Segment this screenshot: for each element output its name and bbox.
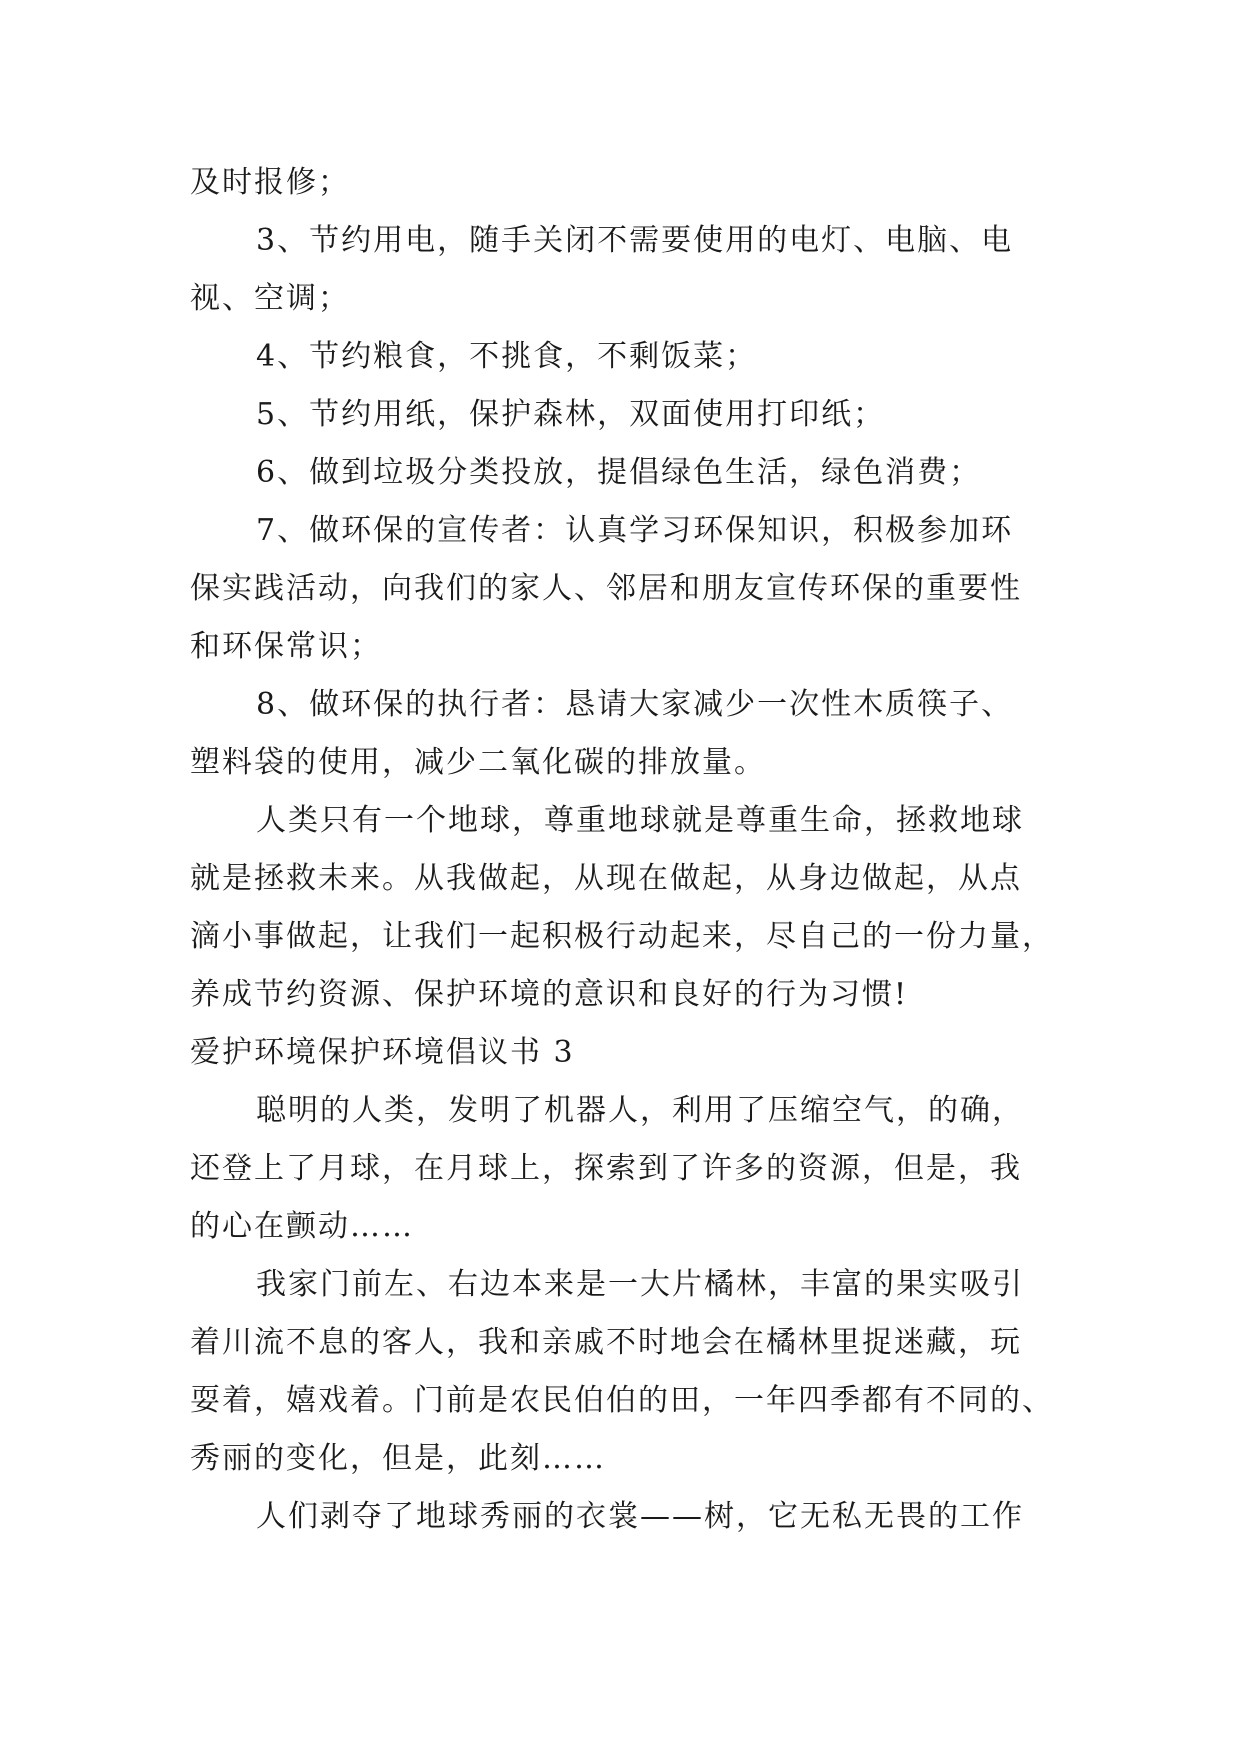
text-line: 人们剥夺了地球秀丽的衣裳——树，它无私无畏的工作 (256, 1499, 1024, 1534)
text-line: 还登上了月球，在月球上，探索到了许多的资源，但是，我 (190, 1151, 1022, 1186)
text-line: 7、做环保的宣传者：认真学习环保知识，积极参加环 (256, 513, 1014, 548)
text-line: 耍着，嬉戏着。门前是农民伯伯的田，一年四季都有不同的、 (190, 1383, 1054, 1418)
text-line: 人类只有一个地球，尊重地球就是尊重生命，拯救地球 (256, 803, 1024, 838)
text-line: 塑料袋的使用，减少二氧化碳的排放量。 (190, 745, 766, 780)
text-line: 6、做到垃圾分类投放，提倡绿色生活，绿色消费； (256, 455, 982, 490)
text-line: 爱护环境保护环境倡议书 3 (190, 1035, 575, 1070)
text-line: 的心在颤动…… (190, 1209, 414, 1244)
text-line: 视、空调； (190, 281, 350, 316)
text-line: 及时报修； (190, 165, 350, 200)
text-line: 4、节约粮食，不挑食，不剩饭菜； (256, 339, 758, 374)
text-line: 滴小事做起，让我们一起积极行动起来，尽自己的一份力量， (190, 919, 1054, 954)
text-line: 和环保常识； (190, 629, 382, 664)
text-line: 3、节约用电，随手关闭不需要使用的电灯、电脑、电 (256, 223, 1014, 258)
text-line: 保实践活动，向我们的家人、邻居和朋友宣传环保的重要性 (190, 571, 1022, 606)
text-line: 8、做环保的执行者：恳请大家减少一次性木质筷子、 (256, 687, 1014, 722)
text-line: 我家门前左、右边本来是一大片橘林，丰富的果实吸引 (256, 1267, 1024, 1302)
document-body (190, 154, 1070, 1546)
text-line: 秀丽的变化，但是，此刻…… (190, 1441, 606, 1476)
text-line: 就是拯救未来。从我做起，从现在做起，从身边做起，从点 (190, 861, 1022, 896)
text-line: 聪明的人类，发明了机器人，利用了压缩空气，的确， (256, 1093, 1024, 1128)
text-line: 养成节约资源、保护环境的意识和良好的行为习惯! (190, 977, 909, 1012)
text-line: 5、节约用纸，保护森林，双面使用打印纸； (256, 397, 886, 432)
text-line: 着川流不息的客人，我和亲戚不时地会在橘林里捉迷藏，玩 (190, 1325, 1022, 1360)
